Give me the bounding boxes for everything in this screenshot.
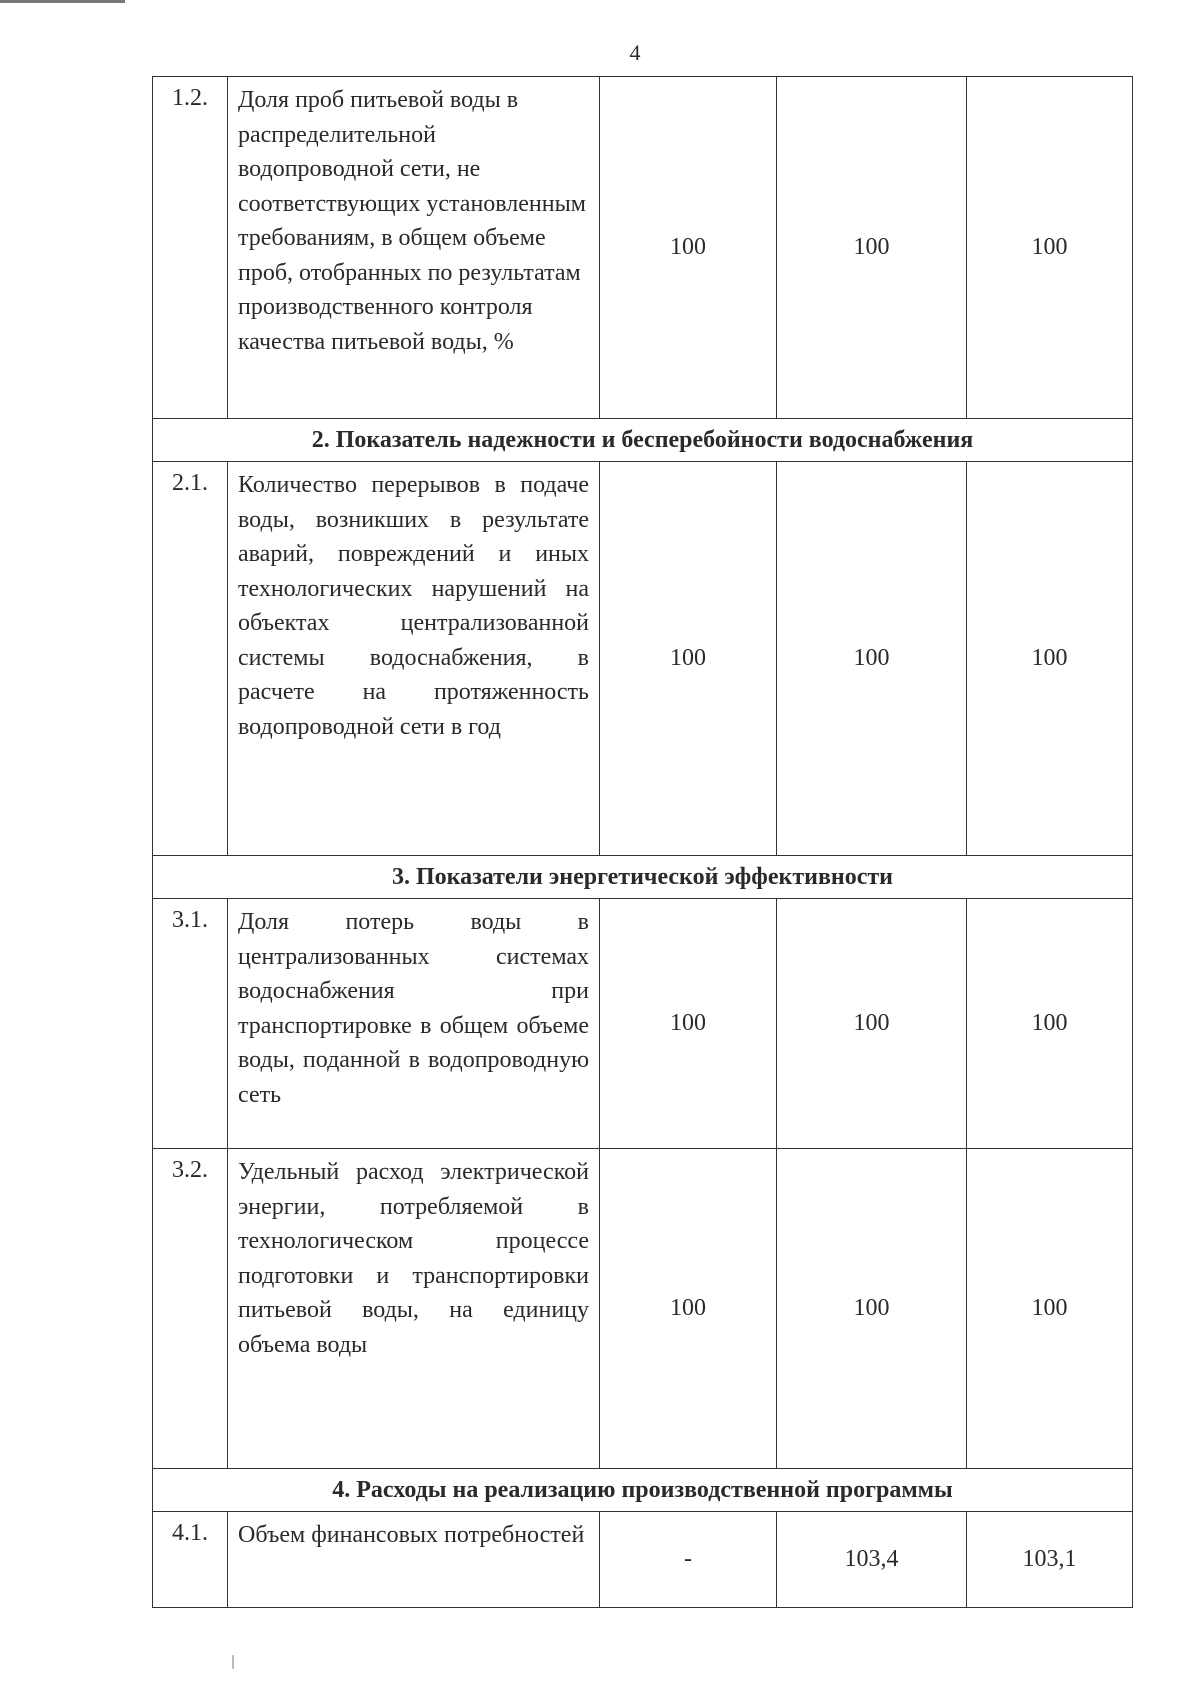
section-title: 2. Показатель надежности и бесперебойности водоснабжения <box>153 419 1133 462</box>
table-row-2-1 <box>153 462 1133 856</box>
row-value-3: 100 <box>967 77 1133 419</box>
row-number: 3.1. <box>153 899 228 1149</box>
page-number: 4 <box>629 40 641 65</box>
row-value-3: 100 <box>967 1149 1133 1469</box>
scan-artifact <box>232 1655 234 1669</box>
row-description-text: Удельный расход электрической энергии, потребляемой в технологическом процессе подготовки и транспортировки питьевой воды, на единицу объема воды <box>238 1159 589 1358</box>
section-row-4 <box>153 1469 1133 1512</box>
indicators-table <box>152 76 1133 1608</box>
row-value-2: 100 <box>777 77 967 419</box>
row-value-2: 100 <box>777 462 967 856</box>
row-value-1: 100 <box>600 462 777 856</box>
row-description <box>228 1512 600 1608</box>
table-row-3-1 <box>153 899 1133 1149</box>
row-value-2: 100 <box>777 899 967 1149</box>
row-value-3: 100 <box>967 899 1133 1149</box>
section-title: 3. Показатели энергетической эффективности <box>153 856 1133 899</box>
row-description-text: Доля потерь воды в централизованных системах водоснабжения при транспортировке в общем объеме воды, поданной в водопроводную сеть <box>238 909 589 1108</box>
row-description-text: Объем финансовых потребностей <box>238 1522 585 1548</box>
row-number: 3.2. <box>153 1149 228 1469</box>
row-value-2: 103,4 <box>777 1512 967 1608</box>
row-value-1: 100 <box>600 899 777 1149</box>
row-number: 1.2. <box>153 77 228 419</box>
row-description-text: Количество перерывов в подаче воды, возникших в результате аварий, повреждений и иных технологических нарушений на объектах централизованной системы водоснабжения, в расчете на протяженность водопроводной сети в год <box>238 472 589 740</box>
table-row-3-2 <box>153 1149 1133 1469</box>
scan-edge-mark <box>0 0 125 3</box>
row-value-1: 100 <box>600 1149 777 1469</box>
table-row-4-1 <box>153 1512 1133 1608</box>
section-row-2 <box>153 419 1133 462</box>
row-number: 4.1. <box>153 1512 228 1608</box>
row-value-1: 100 <box>600 77 777 419</box>
section-title: 4. Расходы на реализацию производственной программы <box>153 1469 1133 1512</box>
row-description <box>228 1149 600 1469</box>
row-value-2: 100 <box>777 1149 967 1469</box>
row-value-3: 100 <box>967 462 1133 856</box>
row-description-text: Доля проб питьевой воды в распределительной водопроводной сети, не соответствующих установленным требованиям, в общем объеме проб, отобранных по результатам производственного контроля качества питьевой воды, % <box>238 87 586 355</box>
row-description <box>228 462 600 856</box>
table-row-1-2 <box>153 77 1133 419</box>
row-description <box>228 77 600 419</box>
section-row-3 <box>153 856 1133 899</box>
row-value-1: - <box>600 1512 777 1608</box>
row-value-3: 103,1 <box>967 1512 1133 1608</box>
row-number: 2.1. <box>153 462 228 856</box>
row-description <box>228 899 600 1149</box>
